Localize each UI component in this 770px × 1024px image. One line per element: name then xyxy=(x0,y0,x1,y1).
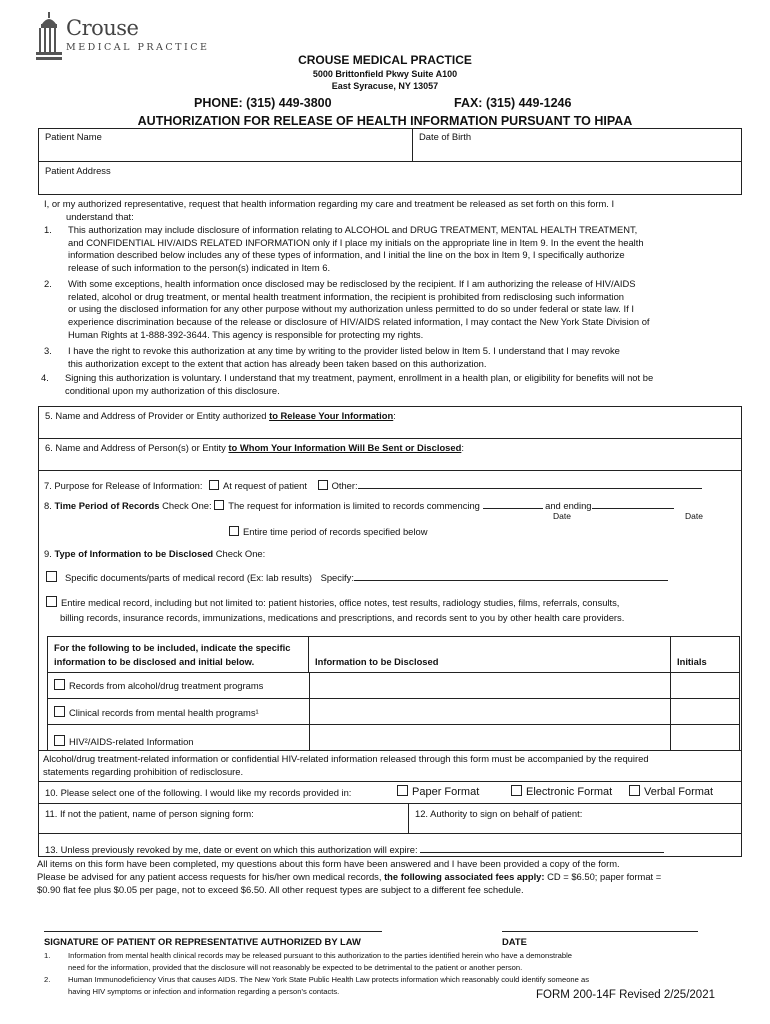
paper-format-label: Paper Format xyxy=(412,786,480,798)
item13-label: 13. Unless previously revoked by me, date or event on which this authorization will expire: xyxy=(45,844,418,855)
closing-statement: All items on this form have been completed, my questions about this form have been answered and I have been provided a copy of the form. xyxy=(37,858,620,869)
item5-suffix: : xyxy=(393,410,396,421)
paper-format-checkbox[interactable] xyxy=(397,785,408,796)
intro-item-line: This authorization may include disclosure of information relating to ALCOHOL and DRUG TREATMENT, MENTAL HEALTH TREATMENT, xyxy=(68,224,638,235)
footnote-line1: Human Immunodeficiency Virus that causes AIDS. The New York State Public Health Law protects information which reasonably could identify someone as xyxy=(68,975,590,984)
at-request-label: At request of patient xyxy=(223,480,307,491)
release-provider-field[interactable] xyxy=(38,406,742,439)
table-header-initials xyxy=(671,637,739,673)
start-date-input[interactable] xyxy=(483,508,543,509)
alcohol-drug-info-input[interactable] xyxy=(309,673,671,698)
footnote-number: 2. xyxy=(44,975,51,984)
form-title: AUTHORIZATION FOR RELEASE OF HEALTH INFORMATION PURSUANT TO HIPAA xyxy=(137,114,633,128)
specify-label: Specify: xyxy=(320,572,354,583)
signature-date-line[interactable] xyxy=(502,931,698,932)
expiration-row xyxy=(38,833,742,857)
specific-docs-checkbox[interactable] xyxy=(46,571,57,582)
limited-period-label: The request for information is limited to records commencing xyxy=(228,500,480,511)
notice-line1: Alcohol/drug treatment-related information or confidential HIV-related information released through this form must be accompanied by the required xyxy=(43,753,649,764)
phone-number: PHONE: (315) 449-3800 xyxy=(194,96,332,110)
sensitive-info-table xyxy=(47,636,740,750)
patient-name-label: Patient Name xyxy=(45,131,102,142)
start-date-caption: Date xyxy=(553,511,571,521)
entire-period-label: Entire time period of records specified below xyxy=(243,526,428,537)
fees-suffix: CD = $6.50; paper format = xyxy=(544,871,662,882)
intro-lead: I, or my authorized representative, request that health information regarding my care and treatment be released as set forth on this form. I xyxy=(44,198,615,209)
end-date-input[interactable] xyxy=(592,508,674,509)
format-selection-row xyxy=(38,781,742,804)
alcohol-drug-initials-input[interactable] xyxy=(671,673,739,698)
item6-label xyxy=(45,442,464,455)
intro-item-line: this authorization except to the extent that action has already been taken based on this authorization. xyxy=(68,357,487,369)
hiv-aids-checkbox[interactable] xyxy=(54,735,65,746)
signature-label: SIGNATURE OF PATIENT OR REPRESENTATIVE AUTHORIZED BY LAW xyxy=(44,936,361,947)
intro-item-line: With some exceptions, health information once disclosed may be redisclosed by the recipient. If I am authorizing the release of HIV/AIDS xyxy=(68,278,636,289)
item9-emphasis: Type of Information to be Disclosed xyxy=(54,548,214,559)
verbal-format-label: Verbal Format xyxy=(644,786,714,798)
alcohol-drug-checkbox[interactable] xyxy=(54,679,65,690)
table-row xyxy=(48,673,739,699)
item11-label: 11. If not the patient, name of person signing form: xyxy=(45,808,254,819)
hiv-aids-label: HIV²/AIDS-related Information xyxy=(69,736,194,747)
intro-list xyxy=(41,224,744,399)
mental-health-info-input[interactable] xyxy=(309,699,671,724)
item8-prefix: 8. xyxy=(44,500,55,511)
intro-item-line: I have the right to revoke this authorization at any time by writing to the provider listed below in Item 5. I understand that I may revoke xyxy=(68,345,620,356)
electronic-format-label: Electronic Format xyxy=(526,786,613,798)
table-header-info-label: Information to be Disclosed xyxy=(315,656,439,667)
practice-address-line1: 5000 Brittonfield Pkwy Suite A100 xyxy=(312,69,458,79)
intro-item-line: experience discrimination because of the release or disclosure of HIV/AIDS related information, I may contact the New York State Division of xyxy=(68,316,650,328)
fax-number: FAX: (315) 449-1246 xyxy=(454,96,572,110)
table-row xyxy=(48,725,739,751)
logo-subtitle: MEDICAL PRACTICE xyxy=(66,42,210,53)
intro-item-2 xyxy=(44,278,744,345)
redisclosure-notice xyxy=(38,750,742,781)
specify-input[interactable] xyxy=(354,580,668,581)
table-header-info xyxy=(309,637,671,673)
mental-health-label: Clinical records from mental health programs¹ xyxy=(69,707,259,718)
intro-item-line: release of such information to the person(s) indicated in Item 6. xyxy=(68,262,331,274)
item10-label: 10. Please select one of the following. I would like my records provided in: xyxy=(45,787,352,798)
signature-line[interactable] xyxy=(44,931,382,932)
item5-label xyxy=(45,410,396,423)
hiv-aids-initials-input[interactable] xyxy=(671,725,739,751)
intro-item-line: related, alcohol or drug treatment, or mental health treatment information, the recipient is prohibited from redisclosing such information xyxy=(68,290,625,302)
form-revision-id: FORM 200-14F Revised 2/25/2021 xyxy=(536,989,715,1001)
entire-record-checkbox[interactable] xyxy=(46,596,57,607)
item5-emphasis: to Release Your Information xyxy=(269,410,394,421)
patient-name-field[interactable] xyxy=(38,128,413,162)
fees-statement xyxy=(37,871,661,884)
item9-check-one: Check One: xyxy=(215,548,266,559)
footnote-number: 1. xyxy=(44,951,51,960)
item8-check-one: Check One: xyxy=(162,500,212,511)
ending-label: and ending xyxy=(545,500,592,511)
table-header-line2: information to be disclosed and initial below. xyxy=(54,656,255,667)
recipient-field[interactable] xyxy=(38,438,742,471)
table-header-line1: For the following to be included, indicate the specific xyxy=(54,642,291,653)
limited-period-checkbox[interactable] xyxy=(214,500,224,510)
specific-docs-label: Specific documents/parts of medical record (Ex: lab results) xyxy=(65,572,312,583)
footnote-line2: having HIV symptoms or infection and information regarding a person’s contacts. xyxy=(68,987,340,996)
table-header-instructions xyxy=(48,637,309,673)
intro-item-4 xyxy=(41,372,744,399)
fees-emphasis: the following associated fees apply: xyxy=(384,871,545,882)
mental-health-initials-input[interactable] xyxy=(671,699,739,724)
expiration-input[interactable] xyxy=(420,852,664,853)
end-date-caption: Date xyxy=(685,511,703,521)
footnote-line1: Information from mental health clinical records may be released pursuant to this authorization to the parties identified herein who have a demonstrable xyxy=(68,951,572,960)
specific-docs-row xyxy=(46,571,668,585)
item13-row xyxy=(45,844,664,857)
item6-prefix: 6. Name and Address of Person(s) or Entity xyxy=(45,442,229,453)
verbal-format-checkbox[interactable] xyxy=(629,785,640,796)
alcohol-drug-label: Records from alcohol/drug treatment programs xyxy=(69,680,264,691)
footnote xyxy=(44,950,744,974)
entire-record-row xyxy=(46,596,619,610)
entire-period-row xyxy=(229,526,427,539)
intro-item-number: 4. xyxy=(41,372,49,383)
table-header-initials-label: Initials xyxy=(677,656,707,667)
entire-period-checkbox[interactable] xyxy=(229,526,239,536)
notice-line2: statements regarding prohibition of redisclosure. xyxy=(43,766,244,777)
at-request-checkbox[interactable] xyxy=(209,480,219,490)
intro-item-text xyxy=(65,372,653,397)
practice-name: CROUSE MEDICAL PRACTICE xyxy=(298,53,472,67)
other-purpose-input[interactable] xyxy=(358,488,702,489)
item9-row xyxy=(44,548,265,561)
date-of-birth-label: Date of Birth xyxy=(419,131,472,142)
logo-name: Crouse xyxy=(66,16,139,40)
fees-statement-continued: $0.90 flat fee plus $0.05 per page, not to exceed $6.50. All other request types are subject to a different fee schedule. xyxy=(37,884,524,895)
other-purpose-checkbox[interactable] xyxy=(318,480,328,490)
intro-item-text xyxy=(68,224,644,275)
electronic-format-checkbox[interactable] xyxy=(511,785,522,796)
intro-item-3 xyxy=(44,345,744,372)
intro-lead-continued: understand that: xyxy=(66,211,134,222)
item8-row xyxy=(44,500,674,513)
intro-item-1 xyxy=(44,224,744,278)
table-row xyxy=(48,699,739,725)
item6-suffix: : xyxy=(461,442,464,453)
item6-emphasis: to Whom Your Information Will Be Sent or Disclosed xyxy=(228,442,462,453)
intro-item-line: Human Rights at 1-888-392-3644. This agency is responsible for protecting my rights. xyxy=(68,328,424,340)
intro-item-line: conditional upon my authorization of this disclosure. xyxy=(65,384,280,396)
intro-item-line: and CONFIDENTIAL HIV/AIDS RELATED INFORMATION only if I place my initials on the appropriate line in Item 9. In the event the health xyxy=(68,236,644,248)
patient-address-field[interactable] xyxy=(38,161,742,195)
signature-date-label: DATE xyxy=(502,936,527,947)
entire-record-label: Entire medical record, including but not limited to: patient histories, office notes, test results, radiology studies, films, referrals, consults, xyxy=(61,597,620,608)
intro-item-line: information described below includes any of these types of information, and I initial the line on the box in Item 9, I specifically authorize xyxy=(68,249,625,261)
item7-label: 7. Purpose for Release of Information: xyxy=(44,480,203,491)
authority-field[interactable] xyxy=(408,803,742,834)
item7-row xyxy=(44,480,702,493)
footnote-line2: need for the information, provided that the disclosure will not reasonably be expected to be detrimental to the patient or another person. xyxy=(68,963,523,972)
intro-item-text xyxy=(68,345,620,370)
practice-address-line2: East Syracuse, NY 13057 xyxy=(331,81,439,91)
intro-item-number: 2. xyxy=(44,278,52,289)
intro-item-number: 1. xyxy=(44,224,52,235)
item8-emphasis: Time Period of Records xyxy=(54,500,160,511)
patient-address-label: Patient Address xyxy=(45,165,111,176)
item12-label: 12. Authority to sign on behalf of patient: xyxy=(415,808,583,819)
item9-prefix: 9. xyxy=(44,548,55,559)
entire-record-continued: billing records, insurance records, immunizations, medications and prescriptions, and records sent to you by other health care providers. xyxy=(60,612,625,623)
intro-item-line: or using the disclosed information for any other purpose without my authorization unless permitted to do so under federal or state law. If I xyxy=(68,303,634,315)
other-purpose-label: Other: xyxy=(331,480,358,491)
signer-name-field[interactable] xyxy=(38,803,409,834)
fees-prefix: Please be advised for any patient access requests for his/her own medical records, xyxy=(37,871,385,882)
hiv-aids-info-input[interactable] xyxy=(309,725,671,751)
intro-item-line: Signing this authorization is voluntary. I understand that my treatment, payment, enrollment in a health plan, or eligibility for benefits will not be xyxy=(65,372,654,383)
item5-prefix: 5. Name and Address of Provider or Entity authorized xyxy=(45,410,270,421)
mental-health-checkbox[interactable] xyxy=(54,706,65,717)
intro-item-text xyxy=(68,278,650,341)
date-of-birth-field[interactable] xyxy=(412,128,742,162)
intro-item-number: 3. xyxy=(44,345,52,356)
